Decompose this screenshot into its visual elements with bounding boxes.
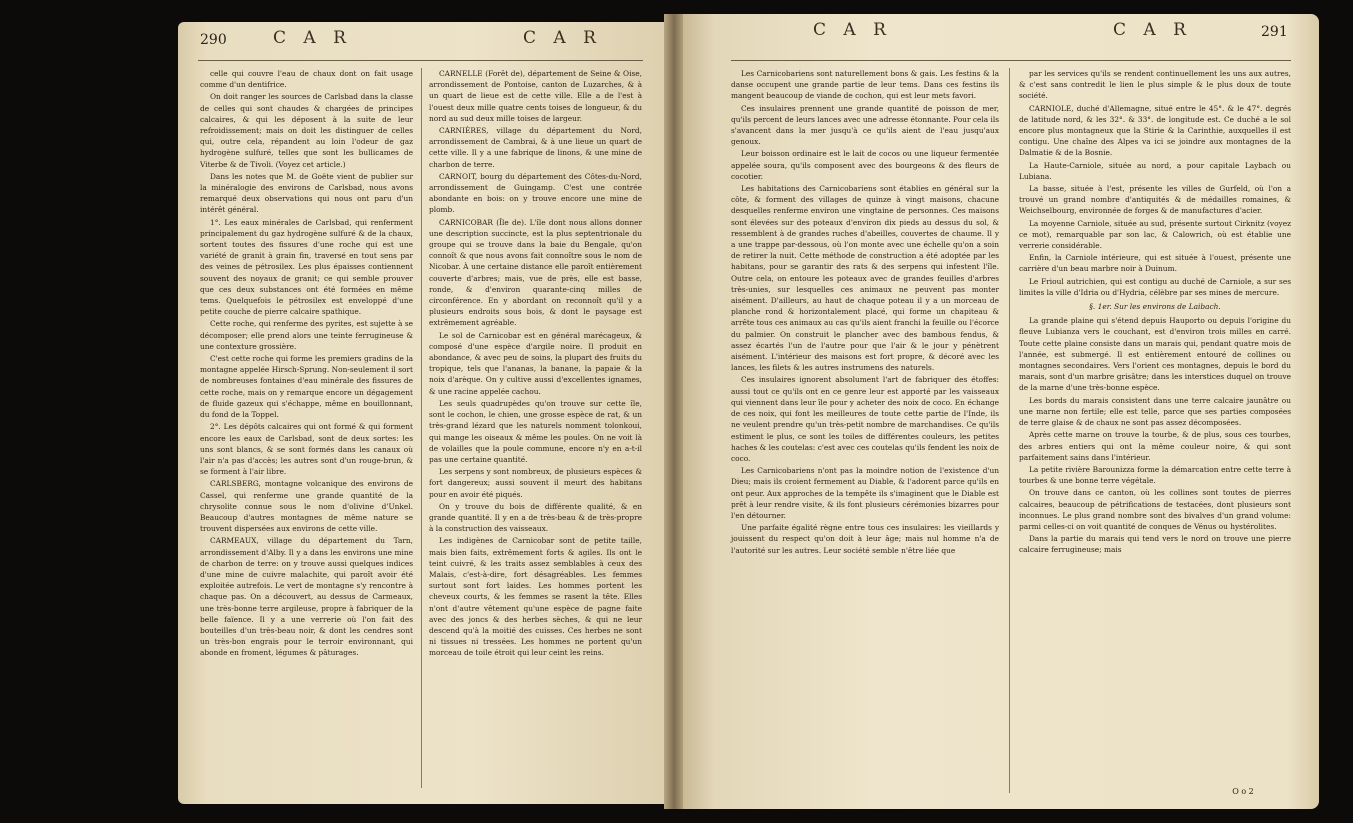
right-column-1 bbox=[731, 68, 999, 557]
left-column-2 bbox=[429, 68, 642, 660]
paragraph: Cette roche, qui renferme des pyrites, est sujette à se décomposer; elle prend alors une teinte ferrugineuse & une contexture grossière. bbox=[200, 319, 413, 351]
paragraph: Dans les notes que M. de Goëte vient de publier sur la minéralogie des environs de Carlsbad, nous avons remarqué deux observations qui nous ont paru d'un intérêt général. bbox=[200, 171, 413, 215]
paragraph: Dans la partie du marais qui tend vers le nord on trouve une pierre calcaire ferrugineuse; mais bbox=[1019, 534, 1291, 555]
paragraph: C'est cette roche qui forme les premiers gradins de la montagne appelée Hirsch-Sprung. Non-seulement il sort de nombreuses fontaines d'eau minérale des fissures de cette roche, mais on y remarque encore un dégagement de fluide gazeux qui s'échappe, même en bouillonnant, du fond de la Toppel. bbox=[200, 354, 413, 420]
paragraph: Les indigènes de Carnicobar sont de petite taille, mais bien faits, extrêmement forts & agiles. Ils ont le teint cuivré, & les traits assez semblables à ceux des Malais, c'est-à-dire, fort désagréables. Les femmes surtout sont fort laides. Les hommes portent les cheveux courts, & les femmes se rasent la tête. Elles n'ont d'autre vêtement qu'une espèce de pagne faite avec des joncs & des herbes sèches, & qui ne leur descend qu'à la moitié des cuisses. Ces herbes ne sont ni tissues ni tressées. Les hommes ne portent qu'un morceau de toile étroit qui leur ceint les reins. bbox=[429, 536, 642, 658]
paragraph: Une parfaite égalité règne entre tous ces insulaires: les vieillards y jouissent du respect qu'on doit à leur âge; mais nul homme n'a de l'autorité sur les autres. Leur société semble n'être liée que bbox=[731, 523, 999, 555]
paragraph: Ces insulaires ignorent absolument l'art de fabriquer des étoffes: aussi tout ce qu'ils ont en ce genre leur est apporté par les vaisseaux qui viennent dans leur île pour y acheter des noix de coco. En échange de ces noix, qui font les meilleures de toute cette partie de l'Inde, ils ne veulent prendre qu'un très-petit nombre de marchandises. Ce qu'ils estiment le plus, ce sont les toiles de différentes couleurs, les petites haches & les coutelas: c'est avec ces coutelas qu'ils fendent les noix de coco. bbox=[731, 375, 999, 463]
paragraph: CARLSBERG, montagne volcanique des environs de Cassel, qui renferme une grande quantité de la chrysolite connue sous le nom d'olivine d'Unkel. Beaucoup d'autres montagnes de même nature se trouvent dispersées aux environs de cette ville. bbox=[200, 479, 413, 534]
paragraph: Les seuls quadrupèdes qu'on trouve sur cette île, sont le cochon, le chien, une grosse espèce de rat, & un très-grand lézard que les naturels nomment tolonkoui, qui mange les oiseaux & même les poules. On ne voit là de volailles que la poule commune, encore n'y en a-t-il pas une certaine quantité. bbox=[429, 398, 642, 464]
right-header-left: C A R bbox=[813, 20, 892, 40]
left-header-right: C A R bbox=[523, 28, 602, 48]
paragraph: Les serpens y sont nombreux, de plusieurs espèces & fort dangereux; aussi souvent il meurt des habitans pour en avoir été piqués. bbox=[429, 467, 642, 499]
right-header-right: C A R bbox=[1113, 20, 1192, 40]
paragraph: La basse, située à l'est, présente les villes de Gurfeld, où l'on a trouvé un grand nombre d'antiquités & de médailles romaines, & Weichselbourg, environnée de forges & de manufactures d'acier. bbox=[1019, 184, 1291, 216]
paragraph: La Haute-Carniole, située au nord, a pour capitale Laybach ou Lubiana. bbox=[1019, 160, 1291, 181]
paragraph: Après cette marne on trouve la tourbe, & de plus, sous ces tourbes, des arbres entiers qui ont la même couleur noire, & qui sont parfaitement sains dans l'intérieur. bbox=[1019, 430, 1291, 462]
paragraph: par les services qu'ils se rendent continuellement les uns aux autres, & c'est sans contredit le lien le plus simple & le plus doux de toute société. bbox=[1019, 69, 1291, 101]
paragraph: Enfin, la Carniole intérieure, qui est située à l'ouest, présente une carrière d'un beau marbre noir à Duinum. bbox=[1019, 253, 1291, 274]
left-page-number: 290 bbox=[200, 32, 227, 48]
paragraph: §. 1er. Sur les environs de Laibach. bbox=[1089, 302, 1221, 312]
paragraph: Les Carnicobariens sont naturellement bons & gais. Les festins & la danse occupent une grande partie de leur tems. Dans ces festins ils mangent beaucoup de viande de cochon, qui est leur mets favori. bbox=[731, 69, 999, 101]
paragraph: Le sol de Carnicobar est en général marécageux, & composé d'une espèce d'argile noire. Il produit en abondance, & avec peu de soins, la plupart des fruits du tropique, tels que l'ananas, la banane, la papaie & la noix d'arèque. On y cultive aussi d'excellentes ignames, & une racine appelée cachou. bbox=[429, 330, 642, 396]
paragraph: CARNIÈRES, village du département du Nord, arrondissement de Cambrai, & à une lieue un quart de cette ville. Il y a une fabrique de linons, & une mine de charbon de terre. bbox=[429, 126, 642, 169]
paragraph: CARMEAUX, village du département du Tarn, arrondissement d'Alby. Il y a dans les environs une mine de charbon de terre: on y trouve aussi quelques indices d'une mine de cuivre malachite, qui paroît avoir été exploitée autrefois. Le vert de montagne s'y rencontre à chaque pas. On a découvert, au dessus de Carmeaux, une très-bonne terre argileuse, propre à fabriquer de la belle faïence. Il y a une verrerie où l'on fait des bouteilles d'un très-beau noir, & dont les cendres sont un très-bon engrais pour le terroir environnant, qui abonde en froment, légumes & pâturages. bbox=[200, 536, 413, 658]
right-column-2 bbox=[1019, 68, 1291, 557]
paragraph: La petite rivière Barounizza forme la démarcation entre cette terre à tourbes & une bonne terre végétale. bbox=[1019, 464, 1291, 486]
paragraph: 1°. Les eaux minérales de Carlsbad, qui renferment principalement du gaz hydrogène sulfuré & de la chaux, sortent toutes des fissures d'une roche qui est une variété de granit à grain fin, traversé en tout sens par des veines de pétrosilex. Les plus épaisses contiennent souvent des noyaux de granit; ce qui semble prouver que ces deux substances ont été formées en même tems. Quelquefois le pétrosilex est enveloppé d'une petite couche de pierre calcaire spathique. bbox=[200, 217, 413, 317]
paragraph: 2°. Les dépôts calcaires qui ont formé & qui forment encore les eaux de Carlsbad, sont de deux sortes: les uns sont blancs, & se sont formés dans les canaux où l'air n'a pas d'accès; les autres sont d'un rouge-brun, & se forment à l'air libre. bbox=[200, 422, 413, 477]
left-column-1 bbox=[200, 68, 413, 660]
paragraph: CARNOIT, bourg du département des Côtes-du-Nord, arrondissement de Guingamp. C'est une contrée abondante en bois: on y trouve encore une mine de plomb. bbox=[429, 171, 642, 215]
paragraph: La grande plaine qui s'étend depuis Hauporto ou depuis l'origine du fleuve Lubianza vers le couchant, est d'environ trois milles en carré. Toute cette plaine consiste dans un marais qui, pendant quatre mois de l'année, est submergé. Il est entièrement entouré de collines ou montagnes secondaires. Vers l'orient ces montagnes, depuis le bord du marais, sont d'un marbre grisâtre; dans les interstices duquel on trouve de la marne d'une très-bonne espèce. bbox=[1019, 316, 1291, 393]
paragraph: Les Carnicobariens n'ont pas la moindre notion de l'existence d'un Dieu; mais ils croient fermement au Diable, & l'adorent parce qu'ils en ont peur. Aux approches de la tempête ils s'imaginent que le Diable est prêt à leur rendre visite, & ils font plusieurs cérémonies bizarres pour l'en détourner. bbox=[731, 466, 999, 520]
paragraph: Leur boisson ordinaire est le lait de cocos ou une liqueur fermentée appelée soura, qu'ils composent avec des bourgeons & des fleurs de cocotier. bbox=[731, 149, 999, 181]
paragraph: On doit ranger les sources de Carlsbad dans la classe de celles qui sont chaudes & chargées de principes calcaires, & qui les déposent à la suite de leur refroidissement; mais on doit les distinguer de celles qui, outre cela, répandent au loin l'odeur de gaz hydrogène sulfuré, telles que sont les bullicames de Viterbe & de Tivoli. (Voyez cet article.) bbox=[200, 92, 413, 169]
paragraph: On trouve dans ce canton, où les collines sont toutes de pierres calcaires, beaucoup de pétrifications de testacées, dont plusieurs sont inconnues. Le plus grand nombre sont des bivalves d'un grand volume: parmi celles-ci on voit quantité de conques de Vénus ou hystérolites. bbox=[1019, 488, 1291, 531]
paragraph: Ces insulaires prennent une grande quantité de poisson de mer, qu'ils percent de leurs lances avec une adresse étonnante. Pour cela ils s'avancent dans la mer jusqu'à ce qu'ils aient de l'eau jusqu'aux genoux. bbox=[731, 103, 999, 147]
paragraph: celle qui couvre l'eau de chaux dont on fait usage comme d'un dentifrice. bbox=[200, 69, 413, 90]
right-page-number: 291 bbox=[1261, 24, 1288, 40]
left-header-left: C A R bbox=[273, 28, 352, 48]
paragraph: La moyenne Carniole, située au sud, présente surtout Cirknitz (voyez ce mot), remarquable par son lac, & Calowrich, où est établie une verrerie considérable. bbox=[1019, 218, 1291, 251]
right-page bbox=[683, 14, 1319, 809]
paragraph: Le Frioul autrichien, qui est contigu au duché de Carniole, a sur ses limites la ville d'Idria ou d'Hydria, célèbre par ses mines de mercure. bbox=[1019, 276, 1291, 297]
book-gutter bbox=[664, 14, 684, 809]
left-page bbox=[178, 22, 665, 804]
paragraph: Les habitations des Carnicobariens sont établies en général sur la côte, & forment des villages de quinze à vingt maisons, chacune desquelles renferme environ une vingtaine de personnes. Ces maisons sont élevées sur des poteaux d'environ dix pieds au dessus du sol, & ressemblent à de grandes ruches d'abeilles, couvertes de chaume. Il y a une trappe par-dessous, où l'on monte avec une échelle qu'on a soin de retirer la nuit. Cette méthode de construction a été adoptée par les habitans, pour se garantir des rats & des serpens qui infestent l'île. Outre cela, on entoure les poteaux avec de grandes feuilles d'arbres très-unies, sur lesquelles ces animaux ne peuvent pas monter aisément. D'ailleurs, au haut de chaque poteau il y a un morceau de planche rond & horizontalement placé, qui forme un chapiteau & arrête tous ces animaux au cas qu'ils aient franchi la feuille ou l'écorce du palmier. On construit le plancher avec des bambous fendus, & assez écartés l'un de l'autre pour que l'air & le jour y pénètrent aisément. L'intérieur des maisons est fort propre, & décoré avec les lances, les filets & les autres instrumens des naturels. bbox=[731, 184, 999, 373]
signature-mark: O o 2 bbox=[1232, 787, 1254, 796]
paragraph: On y trouve du bois de différente qualité, & en grande quantité. Il y en a de très-beau & de très-propre à la construction des vaisseaux. bbox=[429, 501, 642, 534]
paragraph: CARNIOLE, duché d'Allemagne, situé entre le 45°. & le 47°. degrés de latitude nord, & les 32°. & 33°. de longitude est. Ce duché a le sol encore plus montagneux que la Stirie & la Carinthie, auxquelles il est contigu. Une chaîne des Alpes va ici se joindre aux montagnes de la Dalmatie & de la Bosnie. bbox=[1019, 103, 1291, 158]
paragraph: CARNELLE (Forêt de), département de Seine & Oise, arrondissement de Pontoise, canton de Luzarches, & à un quart de lieue est de cette ville. Elle a de l'est à l'ouest deux mille quatre cents toises de longueur, & du nord au sud deux mille toises de largeur. bbox=[429, 69, 642, 123]
paragraph: Les bords du marais consistent dans une terre calcaire jaunâtre ou une marne non fertile; elle est telle, parce que ses parties composées de terre glaise & de chaux ne sont pas assez décomposées. bbox=[1019, 395, 1291, 428]
paragraph: CARNICOBAR (Île de). L'île dont nous allons donner une description succincte, est la plus septentrionale du groupe qui se trouve dans la baie du Bengale, qu'on connoît & que nous avons fait connoître sous le nom de Nicobar. À une certaine distance elle paroît entièrement couverte d'arbres; mais, vue de près, elle est basse, ronde, & d'environ quarante-cinq milles de circonférence. En y abordant on reconnoît qu'il y a plusieurs endroits sous bois, & dont le paysage est extrêmement agréable. bbox=[429, 217, 642, 328]
